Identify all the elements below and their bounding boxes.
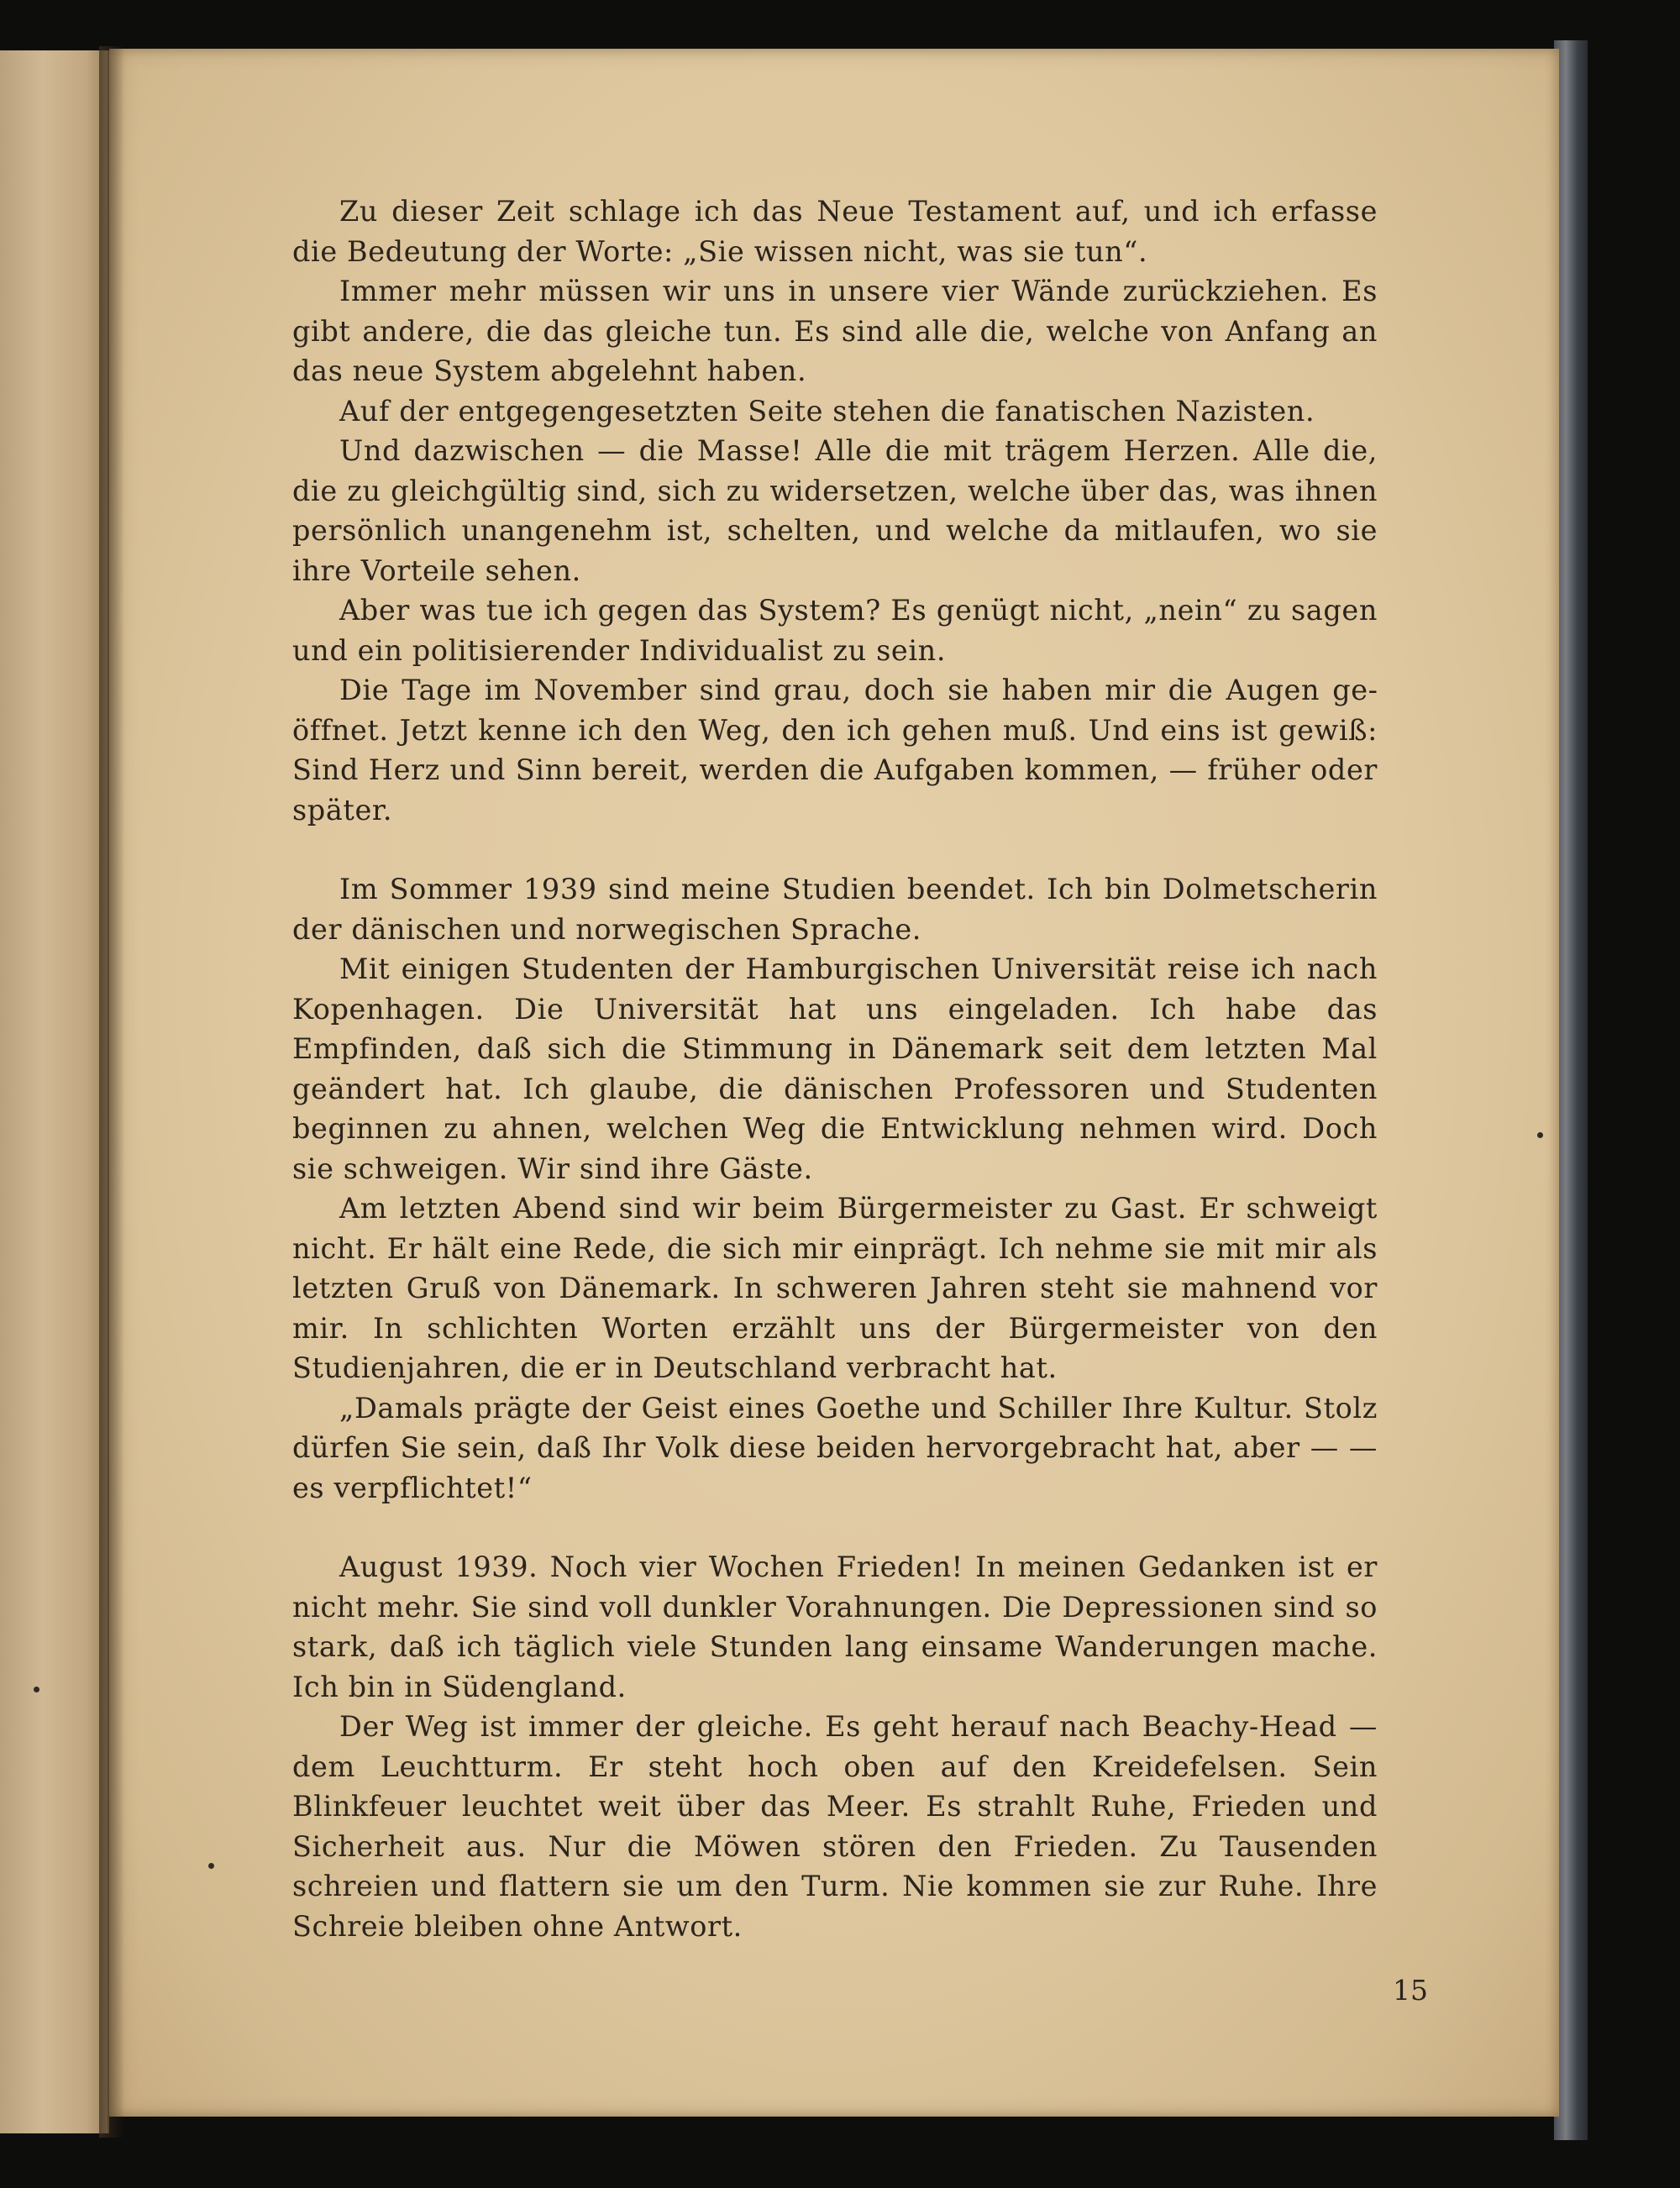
paragraph: Der Weg ist immer der gleiche. Es geht herauf nach Beachy-Head — dem Leuchtturm. Er steht hoch oben auf den Kreidefelsen. Sein Blinkfeuer leuchtet weit über das Meer. Es strahlt Ruhe, Frieden und Sicherheit aus. Nur die Möwen stören den Frieden. Zu Tausenden schreien und flattern sie um den Turm. Nie kommen sie zur Ruhe. Ihre Schreie bleiben ohne Antwort. — [292, 1710, 1378, 1943]
book-page — [109, 49, 1559, 2117]
page-number: 15 — [1393, 1974, 1428, 2007]
page-text — [292, 192, 1378, 1946]
section-break — [292, 830, 1378, 869]
paragraph: Mit einigen Studenten der Hamburgischen Universität reise ich nach Kopenhagen. Die Universität hat uns eingeladen. Ich habe das Empfinden, daß sich die Stimmung in Dänemark seit dem letzten Mal geändert hat. Ich glaube, die dänischen Professoren und Studenten beginnen zu ahnen, welchen Weg die Entwicklung nehmen wird. Doch sie schweigen. Wir sind ihre Gäste. — [292, 952, 1378, 1185]
paragraph: Und dazwischen — die Masse! Alle die mit trägem Herzen. Alle die, die zu gleichgültig sind, sich zu widersetzen, welche über das, was ihnen persönlich unangenehm ist, schelten, und welche da mitlaufen, wo sie ihre Vorteile sehen. — [292, 434, 1378, 587]
paragraph: „Damals prägte der Geist eines Goethe und Schiller Ihre Kultur. Stolz dürfen Sie sein, daß Ihr Volk diese beiden hervorgebracht hat, aber — — es verpflichtet!“ — [292, 1391, 1378, 1504]
previous-page-edge — [0, 50, 109, 2133]
paper-speck — [1537, 1132, 1543, 1138]
paragraph: Auf der entgegengesetzten Seite stehen die fanatischen Nazisten. — [339, 394, 1315, 428]
section-break — [292, 1508, 1378, 1547]
paragraph: Im Sommer 1939 sind meine Studien beendet. Ich bin Dolmetscherin der dänischen und norwegischen Sprache. — [292, 873, 1378, 946]
paragraph: Aber was tue ich gegen das System? Es genügt nicht, „nein“ zu sagen und ein politisierender Individualist zu sein. — [292, 594, 1378, 667]
book-binding — [1554, 40, 1588, 2140]
paper-speck — [34, 1687, 39, 1692]
paper-speck — [208, 1863, 214, 1869]
paragraph: Die Tage im November sind grau, doch sie haben mir die Augen geöffnet. Jetzt kenne ich den Weg, den ich gehen muß. Und eins ist gewiß: Sind Herz und Sinn bereit, werden die Aufgaben kommen, — früher oder später. — [292, 674, 1378, 826]
paragraph: Am letzten Abend sind wir beim Bürgermeister zu Gast. Er schweigt nicht. Er hält eine Rede, die sich mir einprägt. Ich nehme sie mit mir als letzten Gruß von Dänemark. In schweren Jahren steht sie mahnend vor mir. In schlichten Worten erzählt uns der Bürgermeister von den Studienjahren, die er in Deutschland verbracht hat. — [292, 1192, 1378, 1384]
paragraph: Zu dieser Zeit schlage ich das Neue Testament auf, und ich erfasse die Bedeutung der Worte: „Sie wissen nicht, was sie tun“. — [292, 195, 1378, 268]
gutter-shadow — [99, 46, 124, 2138]
paragraph: August 1939. Noch vier Wochen Frieden! In meinen Gedanken ist er nicht mehr. Sie sind voll dunkler Vorahnungen. Die Depressionen sind so stark, daß ich täglich viele Stunden lang einsame Wanderungen mache. Ich bin in Südengland. — [292, 1550, 1378, 1703]
paragraph: Immer mehr müssen wir uns in unsere vier Wände zurückziehen. Es gibt andere, die das gleiche tun. Es sind alle die, welche von Anfang an das neue System abgelehnt haben. — [292, 275, 1378, 387]
